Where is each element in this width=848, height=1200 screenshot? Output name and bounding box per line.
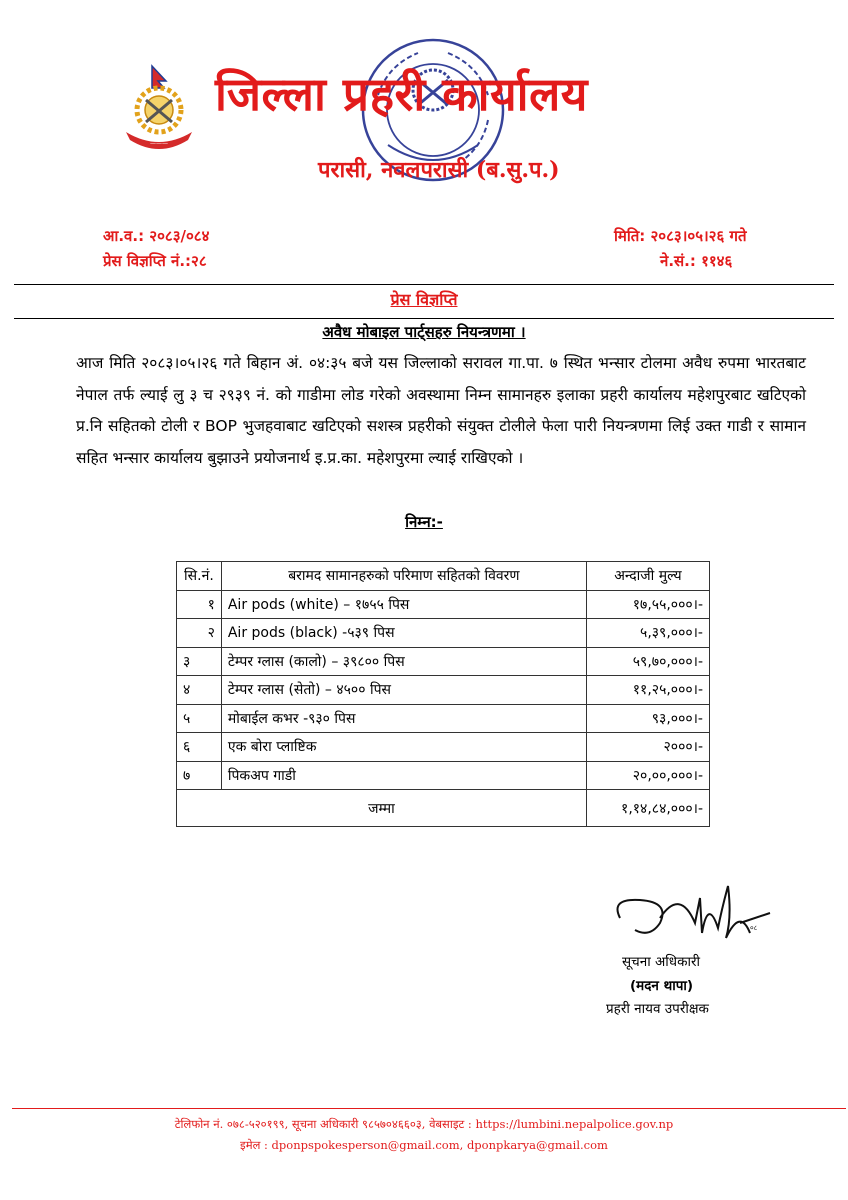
issue-date: मिति: २०८३।०५।२६ गते [614, 227, 747, 245]
table-total-row [177, 790, 710, 827]
svg-text:०८: ०८ [750, 924, 758, 932]
row-serial: ३ [177, 647, 222, 676]
row-serial: ५ [177, 704, 222, 733]
handwritten-signature [600, 878, 780, 958]
table-row [177, 733, 710, 762]
row-serial: ४ [177, 676, 222, 705]
table-row [177, 647, 710, 676]
row-serial: ७ [177, 761, 222, 790]
fiscal-year: आ.व.: २०८३/०८४ [103, 227, 210, 245]
press-release-title: प्रेस विज्ञप्ति [390, 290, 458, 309]
total-label: जम्मा [177, 790, 587, 827]
table-header-row [177, 562, 710, 591]
table-row [177, 590, 710, 619]
header-value: अन्दाजी मुल्य [586, 562, 709, 591]
signatory-role: सूचना अधिकारी [622, 954, 700, 970]
office-location: परासी, नवलपरासी (ब.सु.प.) [318, 157, 560, 183]
row-description: मोबाईल कभर -९३० पिस [221, 704, 586, 733]
header-divider-top [14, 284, 834, 285]
signatory-rank: प्रहरी नायव उपरीक्षक [606, 1001, 709, 1017]
header-description: बरामद सामानहरुको परिमाण सहितको विवरण [221, 562, 586, 591]
header-divider-bottom [14, 318, 834, 319]
row-description: Air pods (black) -५३९ पिस [221, 619, 586, 648]
row-serial: २ [177, 619, 222, 648]
svg-text:———: ——— [150, 140, 168, 147]
row-description: एक बोरा प्लाष्टिक [221, 733, 586, 762]
footer-email: इमेल : dponpspokesperson@gmail.com, dponpkarya@gmail.com [240, 1138, 608, 1152]
row-value: १७,५५,०००।- [586, 590, 709, 619]
press-release-number: प्रेस विज्ञप्ति नं.:२८ [103, 252, 207, 270]
table-row [177, 704, 710, 733]
row-value: ५९,७०,०००।- [586, 647, 709, 676]
news-headline: अवैध मोबाइल पार्ट्सहरु नियन्त्रणमा । [322, 323, 526, 341]
row-description: पिकअप गाडी [221, 761, 586, 790]
footer-contact: टेलिफोन नं. ०७८-५२०१९९, सूचना अधिकारी ९८५७०४६६०३, वेबसाइट : https://lumbini.nepalpolice.gov.np [174, 1117, 674, 1131]
office-name: जिल्ला प्रहरी कार्यालय [215, 67, 588, 121]
signature-block [600, 878, 780, 1018]
row-description: टेम्पर ग्लास (सेतो) – ४५०० पिस [221, 676, 586, 705]
table-row [177, 619, 710, 648]
body-paragraph: आज मिति २०८३।०५।२६ गते बिहान अं. ०४:३५ बजे यस जिल्लाको सरावल गा.पा. ७ स्थित भन्सार टोलमा अवैध रुपमा भारतबाट नेपाल तर्फ ल्याई लु ३ च २९३९ नं. को गाडीमा लोड गरेको अवस्थामा निम्न सामानहरु इलाका प्रहरी कार्यालय महेशपुरबाट खटिएको प्र.नि सहितको टोली र BOP भुजहवाबाट खटिएको सशस्त्र प्रहरीको संयुक्त टोलीले फेला पारी नियन्त्रणमा लिई उक्त गाडी र सामान सहित भन्सार कार्यालय बुझाउने प्रयोजनार्थ इ.प्र.का. महेशपुरमा ल्याई राखिएको । [76, 354, 806, 467]
row-description: टेम्पर ग्लास (कालो) – ३९८०० पिस [221, 647, 586, 676]
row-value: २०,००,०००।- [586, 761, 709, 790]
seized-items-table [176, 561, 710, 827]
list-heading: निम्न:- [405, 513, 443, 531]
row-serial: १ [177, 590, 222, 619]
row-serial: ६ [177, 733, 222, 762]
table-row [177, 676, 710, 705]
row-value: २०००।- [586, 733, 709, 762]
row-value: ९३,०००।- [586, 704, 709, 733]
row-description: Air pods (white) – १७५५ पिस [221, 590, 586, 619]
row-value: ११,२५,०००।- [586, 676, 709, 705]
footer-divider [12, 1108, 846, 1109]
row-value: ५,३९,०००।- [586, 619, 709, 648]
nepal-police-emblem [118, 62, 200, 162]
nepal-samvat: ने.सं.: ११४६ [660, 252, 733, 270]
header-serial: सि.नं. [177, 562, 222, 591]
table-row [177, 761, 710, 790]
signatory-name: (मदन थापा) [630, 978, 694, 994]
total-value: १,१४,८४,०००।- [586, 790, 709, 827]
